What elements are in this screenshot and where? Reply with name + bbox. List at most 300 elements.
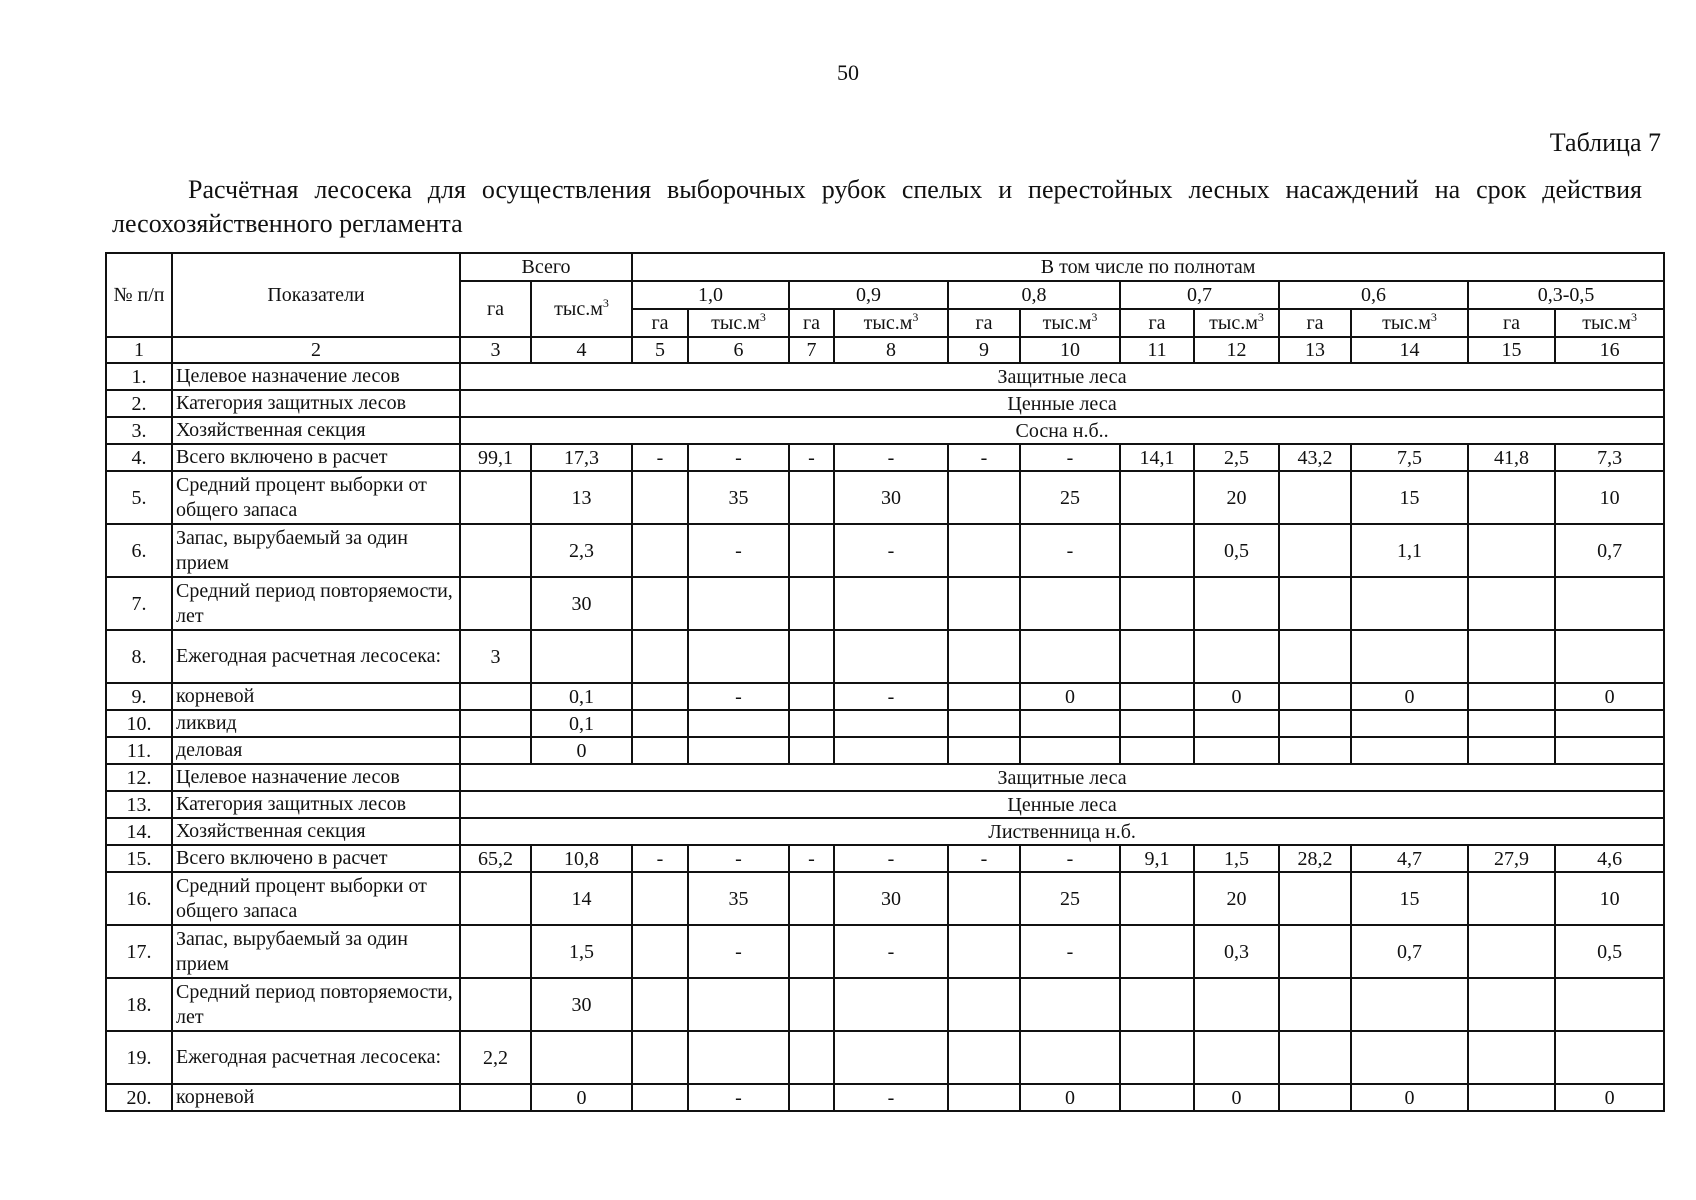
table-cell: 28,2 xyxy=(1279,845,1351,872)
table-cell xyxy=(1120,683,1194,710)
table-cell: - xyxy=(688,524,789,577)
table-cell: 10 xyxy=(1555,872,1664,925)
table-cell: - xyxy=(1020,845,1120,872)
table-cell xyxy=(1194,978,1279,1031)
table-cell: - xyxy=(1020,925,1120,978)
row-number: 8. xyxy=(106,630,172,683)
table-cell xyxy=(1351,710,1468,737)
table-cell xyxy=(1120,872,1194,925)
table-cell: 1,5 xyxy=(531,925,632,978)
table-cell: - xyxy=(948,444,1020,471)
table-cell: 0 xyxy=(1555,1084,1664,1111)
row-number: 17. xyxy=(106,925,172,978)
table-row xyxy=(106,737,1664,764)
row-number: 10. xyxy=(106,710,172,737)
table-cell: 0,7 xyxy=(1555,524,1664,577)
table-cell: 10,8 xyxy=(531,845,632,872)
row-label: Средний период повторяемости, лет xyxy=(172,978,460,1031)
table-row xyxy=(106,925,1664,978)
density-header: 1,0 xyxy=(632,281,789,309)
table-cell xyxy=(1020,577,1120,630)
row-label: Хозяйственная секция xyxy=(172,417,460,444)
table-cell xyxy=(460,737,531,764)
table-row xyxy=(106,417,1664,444)
table-cell xyxy=(789,683,834,710)
table-cell: 9,1 xyxy=(1120,845,1194,872)
table-cell: 0 xyxy=(1351,1084,1468,1111)
table-cell: - xyxy=(688,444,789,471)
table-cell: 20 xyxy=(1194,471,1279,524)
table-cell xyxy=(1351,978,1468,1031)
table-cell xyxy=(948,737,1020,764)
column-number: 16 xyxy=(1555,337,1664,363)
unit-label: тыс.м xyxy=(1042,312,1092,334)
table-cell xyxy=(1279,683,1351,710)
column-number: 9 xyxy=(948,337,1020,363)
table-cell xyxy=(1279,524,1351,577)
table-cell: - xyxy=(834,925,948,978)
table-cell xyxy=(688,1031,789,1084)
row-number: 16. xyxy=(106,872,172,925)
table-cell xyxy=(1279,872,1351,925)
table-cell xyxy=(1468,1084,1555,1111)
table-cell: 30 xyxy=(531,978,632,1031)
table-cell: - xyxy=(688,683,789,710)
table-cell: 0,1 xyxy=(531,683,632,710)
table-cell: - xyxy=(948,845,1020,872)
row-number: 9. xyxy=(106,683,172,710)
header-row-1 xyxy=(106,253,1664,281)
row-label: Ежегодная расчетная лесосека: xyxy=(172,630,460,683)
unit-exponent: 3 xyxy=(1091,310,1098,324)
table-cell: - xyxy=(688,925,789,978)
table-cell xyxy=(948,524,1020,577)
table-cell: - xyxy=(688,845,789,872)
table-cell xyxy=(632,577,688,630)
table-cell: 30 xyxy=(531,577,632,630)
table-cell xyxy=(632,524,688,577)
table-cell xyxy=(1555,1031,1664,1084)
row-span-value: Ценные леса xyxy=(460,390,1664,417)
unit-text xyxy=(554,298,609,320)
table-cell xyxy=(1194,630,1279,683)
table-cell xyxy=(948,1084,1020,1111)
table-row xyxy=(106,1031,1664,1084)
row-label: корневой xyxy=(172,683,460,710)
table-cell: 0 xyxy=(1194,683,1279,710)
table-cell xyxy=(1279,471,1351,524)
table-row xyxy=(106,630,1664,683)
table-cell xyxy=(688,710,789,737)
table-cell xyxy=(789,978,834,1031)
table-cell xyxy=(460,872,531,925)
table-cell xyxy=(1351,630,1468,683)
table-cell: - xyxy=(834,444,948,471)
table-cell: 4,6 xyxy=(1555,845,1664,872)
table-cell: 41,8 xyxy=(1468,444,1555,471)
table-cell xyxy=(948,630,1020,683)
table-cell: 0 xyxy=(531,737,632,764)
table-cell xyxy=(948,872,1020,925)
table-cell: 14,1 xyxy=(1120,444,1194,471)
table-cell: - xyxy=(834,524,948,577)
table-cell xyxy=(1120,710,1194,737)
header-indicators: Показатели xyxy=(172,253,460,337)
row-label: Категория защитных лесов xyxy=(172,390,460,417)
column-number: 6 xyxy=(688,337,789,363)
row-number: 5. xyxy=(106,471,172,524)
table-cell: 0,5 xyxy=(1194,524,1279,577)
unit-exponent: 3 xyxy=(1630,310,1637,324)
table-cell: 2,2 xyxy=(460,1031,531,1084)
table-cell: 2,3 xyxy=(531,524,632,577)
unit-exponent: 3 xyxy=(602,296,609,310)
table-cell xyxy=(1468,683,1555,710)
table-cell xyxy=(1468,630,1555,683)
table-cell: 0,1 xyxy=(531,710,632,737)
table-cell xyxy=(1555,978,1664,1031)
header-total: Всего xyxy=(460,253,632,281)
table-cell xyxy=(1279,737,1351,764)
header-total-ha: га xyxy=(460,281,531,337)
row-label: Ежегодная расчетная лесосека: xyxy=(172,1031,460,1084)
table-cell: 4,7 xyxy=(1351,845,1468,872)
row-label: Запас, вырубаемый за один прием xyxy=(172,524,460,577)
unit-label: тыс.м xyxy=(863,312,913,334)
table-row xyxy=(106,791,1664,818)
table-cell: 0,7 xyxy=(1351,925,1468,978)
row-number: 1. xyxy=(106,363,172,390)
table-cell: 30 xyxy=(834,471,948,524)
table-cell xyxy=(1555,737,1664,764)
table-cell: 0 xyxy=(1194,1084,1279,1111)
table-cell: - xyxy=(632,845,688,872)
table-cell xyxy=(688,737,789,764)
table-cell xyxy=(460,710,531,737)
density-header: 0,8 xyxy=(948,281,1120,309)
table-cell xyxy=(1351,1031,1468,1084)
unit-label: тыс.м xyxy=(711,312,760,334)
table-cell xyxy=(632,630,688,683)
row-span-value: Лиственница н.б. xyxy=(460,818,1664,845)
table-cell xyxy=(688,577,789,630)
table-cell xyxy=(460,1084,531,1111)
table-cell: 0 xyxy=(1020,1084,1120,1111)
unit-volume-header xyxy=(1351,309,1468,337)
unit-ha-header: га xyxy=(632,309,688,337)
table-cell xyxy=(1468,471,1555,524)
table-row xyxy=(106,872,1664,925)
table-cell xyxy=(688,978,789,1031)
table-row xyxy=(106,363,1664,390)
unit-ha-header: га xyxy=(1468,309,1555,337)
row-number: 11. xyxy=(106,737,172,764)
table-cell xyxy=(1351,577,1468,630)
row-number: 12. xyxy=(106,764,172,791)
table-cell: 0 xyxy=(531,1084,632,1111)
row-label: Средний процент выборки от общего запаса xyxy=(172,872,460,925)
column-number: 2 xyxy=(172,337,460,363)
column-number: 1 xyxy=(106,337,172,363)
table-cell: 1,5 xyxy=(1194,845,1279,872)
table-cell xyxy=(632,978,688,1031)
table-cell: 25 xyxy=(1020,872,1120,925)
row-span-value: Защитные леса xyxy=(460,764,1664,791)
table-cell: 0,5 xyxy=(1555,925,1664,978)
table-cell xyxy=(948,471,1020,524)
table-label: Таблица 7 xyxy=(1549,128,1661,157)
table-cell: 0 xyxy=(1351,683,1468,710)
table-cell xyxy=(948,710,1020,737)
table-cell: 35 xyxy=(688,471,789,524)
table-cell: 99,1 xyxy=(460,444,531,471)
density-header: 0,7 xyxy=(1120,281,1279,309)
density-header: 0,9 xyxy=(789,281,948,309)
table-cell xyxy=(1020,710,1120,737)
table-cell xyxy=(948,683,1020,710)
table-row xyxy=(106,471,1664,524)
table-cell: 14 xyxy=(531,872,632,925)
unit-exponent: 3 xyxy=(912,310,919,324)
table-cell xyxy=(460,577,531,630)
table-row xyxy=(106,764,1664,791)
table-cell: 0 xyxy=(1555,683,1664,710)
density-header: 0,3-0,5 xyxy=(1468,281,1664,309)
table-cell xyxy=(531,630,632,683)
table-cell xyxy=(1468,577,1555,630)
row-number: 6. xyxy=(106,524,172,577)
row-label: Всего включено в расчет xyxy=(172,845,460,872)
table-cell xyxy=(632,925,688,978)
column-number: 13 xyxy=(1279,337,1351,363)
table-cell: 1,1 xyxy=(1351,524,1468,577)
table-cell: 0 xyxy=(1020,683,1120,710)
table-cell xyxy=(460,925,531,978)
table-cell xyxy=(688,630,789,683)
table-cell: - xyxy=(632,444,688,471)
table-row xyxy=(106,577,1664,630)
table-cell xyxy=(1120,577,1194,630)
table-cell xyxy=(1555,710,1664,737)
column-number: 3 xyxy=(460,337,531,363)
row-label: деловая xyxy=(172,737,460,764)
table-cell: 27,9 xyxy=(1468,845,1555,872)
table-cell xyxy=(789,1084,834,1111)
table-cell xyxy=(1120,1084,1194,1111)
column-number: 5 xyxy=(632,337,688,363)
table-cell xyxy=(1468,872,1555,925)
table-cell xyxy=(1120,524,1194,577)
table-cell xyxy=(1468,978,1555,1031)
table-cell xyxy=(1468,925,1555,978)
table-cell xyxy=(1020,978,1120,1031)
table-row xyxy=(106,683,1664,710)
table-row xyxy=(106,1084,1664,1111)
table-cell xyxy=(460,683,531,710)
table-cell xyxy=(632,1084,688,1111)
table-cell xyxy=(789,524,834,577)
unit-ha-header: га xyxy=(1279,309,1351,337)
table-cell xyxy=(1020,630,1120,683)
table-cell xyxy=(1194,710,1279,737)
row-number: 19. xyxy=(106,1031,172,1084)
column-number: 10 xyxy=(1020,337,1120,363)
unit-volume-header xyxy=(1020,309,1120,337)
unit-label: тыс.м xyxy=(554,298,603,320)
allowable-cut-table xyxy=(105,252,1665,1112)
table-cell xyxy=(1194,577,1279,630)
table-cell xyxy=(1351,737,1468,764)
table-cell xyxy=(1120,471,1194,524)
table-cell: - xyxy=(834,845,948,872)
table-cell xyxy=(789,1031,834,1084)
column-number: 4 xyxy=(531,337,632,363)
table-cell xyxy=(834,978,948,1031)
table-cell xyxy=(789,577,834,630)
row-number: 15. xyxy=(106,845,172,872)
unit-volume-header xyxy=(688,309,789,337)
table-cell xyxy=(632,737,688,764)
table-cell: - xyxy=(1020,444,1120,471)
row-label: корневой xyxy=(172,1084,460,1111)
row-number: 3. xyxy=(106,417,172,444)
table-cell xyxy=(1555,630,1664,683)
table-cell xyxy=(1120,737,1194,764)
table-cell xyxy=(632,710,688,737)
table-cell xyxy=(1468,710,1555,737)
row-span-value: Защитные леса xyxy=(460,363,1664,390)
table-cell xyxy=(789,872,834,925)
table-row xyxy=(106,710,1664,737)
table-cell xyxy=(1279,630,1351,683)
table-cell xyxy=(1279,1084,1351,1111)
table-cell: - xyxy=(789,444,834,471)
unit-label: тыс.м xyxy=(1209,312,1258,334)
table-cell: - xyxy=(1020,524,1120,577)
table-cell: 7,5 xyxy=(1351,444,1468,471)
table-row xyxy=(106,845,1664,872)
table-row xyxy=(106,444,1664,471)
table-cell xyxy=(1279,710,1351,737)
density-header: 0,6 xyxy=(1279,281,1468,309)
table-cell: 25 xyxy=(1020,471,1120,524)
table-cell: 3 xyxy=(460,630,531,683)
row-label: Целевое назначение лесов xyxy=(172,363,460,390)
unit-volume-header xyxy=(1194,309,1279,337)
table-cell xyxy=(1279,978,1351,1031)
row-number: 7. xyxy=(106,577,172,630)
table-cell xyxy=(834,737,948,764)
table-cell xyxy=(1120,925,1194,978)
table-cell xyxy=(789,471,834,524)
table-cell xyxy=(948,978,1020,1031)
table-cell xyxy=(789,710,834,737)
row-label: Всего включено в расчет xyxy=(172,444,460,471)
row-label: Средний период повторяемости, лет xyxy=(172,577,460,630)
table-cell: - xyxy=(789,845,834,872)
table-cell xyxy=(632,1031,688,1084)
unit-volume-header xyxy=(834,309,948,337)
row-number: 20. xyxy=(106,1084,172,1111)
table-cell: - xyxy=(834,1084,948,1111)
table-cell: 7,3 xyxy=(1555,444,1664,471)
table-cell xyxy=(789,630,834,683)
row-label: Хозяйственная секция xyxy=(172,818,460,845)
table-cell xyxy=(948,925,1020,978)
table-cell: - xyxy=(688,1084,789,1111)
table-cell xyxy=(834,710,948,737)
table-cell xyxy=(1279,925,1351,978)
table-cell: 10 xyxy=(1555,471,1664,524)
table-cell xyxy=(948,577,1020,630)
row-label: Категория защитных лесов xyxy=(172,791,460,818)
row-number: 14. xyxy=(106,818,172,845)
table-row xyxy=(106,978,1664,1031)
unit-exponent: 3 xyxy=(759,310,766,324)
table-cell xyxy=(632,471,688,524)
unit-ha-header: га xyxy=(1120,309,1194,337)
unit-ha-header: га xyxy=(789,309,834,337)
table-cell: 0,3 xyxy=(1194,925,1279,978)
row-number: 13. xyxy=(106,791,172,818)
table-cell xyxy=(1279,1031,1351,1084)
table-cell: 35 xyxy=(688,872,789,925)
table-cell: - xyxy=(834,683,948,710)
table-row xyxy=(106,390,1664,417)
table-cell xyxy=(1120,978,1194,1031)
column-number: 15 xyxy=(1468,337,1555,363)
table-cell xyxy=(1468,1031,1555,1084)
table-cell: 15 xyxy=(1351,872,1468,925)
unit-exponent: 3 xyxy=(1257,310,1264,324)
table-row xyxy=(106,818,1664,845)
table-cell xyxy=(460,524,531,577)
table-row xyxy=(106,524,1664,577)
table-cell: 20 xyxy=(1194,872,1279,925)
row-span-value: Сосна н.б.. xyxy=(460,417,1664,444)
table-cell: 13 xyxy=(531,471,632,524)
row-label: Запас, вырубаемый за один прием xyxy=(172,925,460,978)
table-cell xyxy=(1120,630,1194,683)
column-number: 12 xyxy=(1194,337,1279,363)
column-number: 11 xyxy=(1120,337,1194,363)
table-cell xyxy=(1279,577,1351,630)
table-cell xyxy=(789,737,834,764)
table-cell xyxy=(1194,737,1279,764)
unit-volume-header xyxy=(1555,309,1664,337)
table-cell xyxy=(834,577,948,630)
table-cell xyxy=(1120,1031,1194,1084)
table-cell: 65,2 xyxy=(460,845,531,872)
table-cell xyxy=(1194,1031,1279,1084)
unit-label: тыс.м xyxy=(1582,312,1631,334)
row-label: Средний процент выборки от общего запаса xyxy=(172,471,460,524)
page-number: 50 xyxy=(837,60,859,85)
header-by-density: В том числе по полнотам xyxy=(632,253,1664,281)
row-number: 18. xyxy=(106,978,172,1031)
table-cell: 17,3 xyxy=(531,444,632,471)
unit-ha-header: га xyxy=(948,309,1020,337)
table-cell xyxy=(632,683,688,710)
column-number-row xyxy=(106,337,1664,363)
table-cell: 30 xyxy=(834,872,948,925)
table-cell xyxy=(531,1031,632,1084)
table-cell xyxy=(1020,1031,1120,1084)
table-cell: 15 xyxy=(1351,471,1468,524)
table-cell xyxy=(1468,737,1555,764)
table-title: Расчётная лесосека для осуществления выборочных рубок спелых и перестойных лесных насаждений на срок действия лесохозяйственного регламента xyxy=(112,175,1642,238)
row-number: 4. xyxy=(106,444,172,471)
